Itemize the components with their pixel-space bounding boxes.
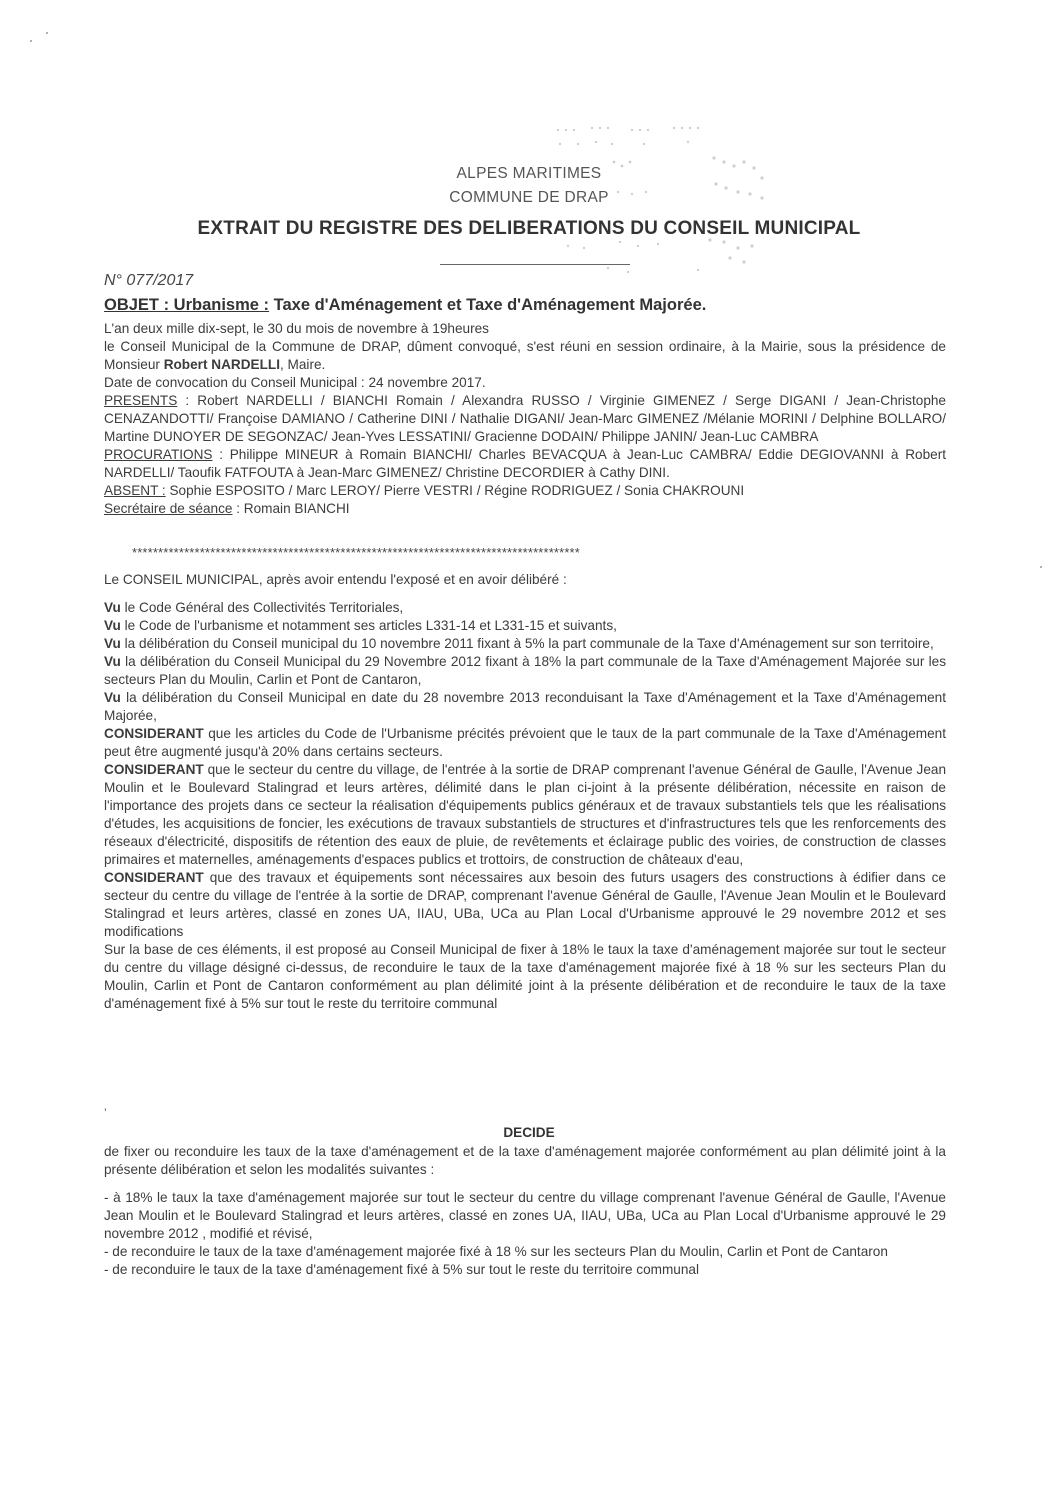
vu-lead: Vu bbox=[104, 636, 121, 651]
decision-item: - de reconduire le taux de la taxe d'aménagement majorée fixé à 18 % sur les secteurs Plan du Moulin, Carlin et Pont de Cantaron bbox=[104, 1244, 888, 1259]
session-block bbox=[104, 320, 946, 518]
considerant-text: que le secteur du centre du village, de l'entrée à la sortie de DRAP comprenant l'avenue Général de Gaulle, l'Avenue Jean Moulin et le Boulevard Stalingrad et leurs artères, délimité dans le plan ci-joint à la présente délibération, nécessite en raison de l'importance des projets dans ce secteur la réalisation d'équipements publics généraux et de travaux substantiels tels que les réalisations d'études, les acquisitions de foncier, les exécutions de travaux substantiels de structures et d'infrastructures tels que les renforcements des réseaux d'électricité, dispositifs de rétention des eaux de pluie, de revêtements et éclairage public des voiries, de construction de classes primaires et maternelles, aménagements d'espaces publics et trottoirs, de construction de châteaux d'eau, bbox=[104, 762, 946, 867]
considerant-item bbox=[104, 869, 946, 941]
secretaire-paragraph bbox=[104, 500, 946, 518]
commune-line: COMMUNE DE DRAP bbox=[449, 189, 609, 206]
presents-label: PRESENTS bbox=[104, 393, 178, 408]
decide-intro: de fixer ou reconduire les taux de la taxe d'aménagement et de la taxe d'aménagement majorée conformément au plan délimité joint à la présente délibération et selon les modalités suivantes : bbox=[104, 1144, 946, 1177]
vu-text: la délibération du Conseil Municipal du 29 Novembre 2012 fixant à 18% la part communale de la Taxe d'Aménagement Majorée sur les secteurs Plan du Moulin, Carlin et Pont de Cantaron, bbox=[104, 654, 946, 687]
objet-line bbox=[104, 296, 706, 315]
scan-speck bbox=[46, 32, 48, 34]
considerant-lead: CONSIDERANT bbox=[104, 726, 204, 741]
secretaire-label: Secrétaire de séance bbox=[104, 501, 233, 516]
considerant-item bbox=[104, 761, 946, 869]
procurations-paragraph bbox=[104, 446, 946, 482]
objet-text: Taxe d'Aménagement et Taxe d'Aménagement Majorée. bbox=[269, 296, 707, 314]
session-text-end: , Maire. bbox=[280, 357, 326, 372]
presents-paragraph bbox=[104, 392, 946, 446]
stray-mark: ’ bbox=[104, 1106, 107, 1120]
procurations-label: PROCURATIONS bbox=[104, 447, 213, 462]
title-rule bbox=[440, 264, 630, 265]
department-line: ALPES MARITIMES bbox=[456, 165, 602, 182]
decision-item: - à 18% le taux la taxe d'aménagement majorée sur tout le secteur du centre du village comprenant l'avenue Général de Gaulle, l'Avenue Jean Moulin et le Boulevard Stalingrad et leurs artères, classé en zones UA, IIAU, UBa, UCa au Plan Local d'Urbanisme approuvé le 29 novembre 2012 , modifié et révisé, bbox=[104, 1190, 946, 1241]
scan-speck bbox=[30, 40, 32, 42]
vu-item bbox=[104, 599, 946, 617]
vu-item bbox=[104, 689, 946, 725]
vu-lead: Vu bbox=[104, 600, 121, 615]
decide-heading: DECIDE bbox=[503, 1125, 555, 1140]
decision-item: - de reconduire le taux de la taxe d'aménagement fixé à 5% sur tout le reste du territoire communal bbox=[104, 1262, 699, 1277]
mayor-name: Robert NARDELLI bbox=[163, 357, 280, 372]
vu-text: la délibération du Conseil Municipal en date du 28 novembre 2013 reconduisant la Taxe d'Aménagement et la Taxe d'Aménagement Majorée, bbox=[104, 690, 946, 723]
absent-list: Sophie ESPOSITO / Marc LEROY/ Pierre VESTRI / Régine RODRIGUEZ / Sonia CHAKROUNI bbox=[165, 483, 745, 498]
decisions-list bbox=[104, 1189, 946, 1279]
vu-item bbox=[104, 635, 946, 653]
session-date-line: L'an deux mille dix-sept, le 30 du mois de novembre à 19heures bbox=[104, 321, 489, 336]
considerant-lead: CONSIDERANT bbox=[104, 870, 204, 885]
session-convocation-line bbox=[104, 338, 946, 374]
secretaire-name: : Romain BIANCHI bbox=[232, 501, 350, 516]
vu-text: le Code de l'urbanisme et notamment ses articles L331-14 et L331-15 et suivants, bbox=[120, 618, 617, 633]
deliberation-body bbox=[104, 599, 946, 1013]
absent-paragraph bbox=[104, 482, 946, 500]
presents-list: : Robert NARDELLI / BIANCHI Romain / Alexandra RUSSO / Virginie GIMENEZ / Serge DIGANI / Jean-Christophe CENAZANDOTTI/ Françoise DAMIANO / Catherine DINI / Nathalie DIGANI/ Jean-Marc GIMENEZ /Mélanie MORINI / Delphine BOLLARO/ Martine DUNOYER DE SEGONZAC/ Jean-Yves LESSATINI/ Gracienne DODAIN/ Philippe JANIN/ Jean-Luc CAMBRA bbox=[104, 393, 946, 444]
vu-item bbox=[104, 653, 946, 689]
vu-lead: Vu bbox=[104, 690, 121, 705]
considerant-item bbox=[104, 725, 946, 761]
session-text: le Conseil Municipal de la Commune de DRAP, dûment convoqué, s'est réuni en session ordinaire, à la Mairie, sous la présidence de Monsieur bbox=[104, 339, 946, 372]
procurations-list: : Philippe MINEUR à Romain BIANCHI/ Charles BEVACQUA à Jean-Luc CAMBRA/ Eddie DEGIOVANNI à Robert NARDELLI/ Taoufik FATFOUTA à Jean-Marc GIMENEZ/ Christine DECORDIER à Cathy DINI. bbox=[104, 447, 946, 480]
convocation-date-line: Date de convocation du Conseil Municipal : 24 novembre 2017. bbox=[104, 375, 486, 390]
vu-lead: Vu bbox=[104, 618, 121, 633]
considerant-lead: CONSIDERANT bbox=[104, 762, 204, 777]
vu-lead: Vu bbox=[104, 654, 121, 669]
deliberation-number: N° 077/2017 bbox=[104, 272, 194, 289]
scan-speck bbox=[1040, 566, 1042, 568]
separator-stars: ************************************************************************************** bbox=[132, 545, 580, 560]
considerant-text: que les articles du Code de l'Urbanisme précités prévoient que le taux de la part communale de la Taxe d'Aménagement peut être augmenté jusqu'à 20% dans certains secteurs. bbox=[104, 726, 946, 759]
vu-text: le Code Général des Collectivités Territoriales, bbox=[120, 600, 404, 615]
vu-item bbox=[104, 617, 946, 635]
preamble: Le CONSEIL MUNICIPAL, après avoir entendu l'exposé et en avoir délibéré : bbox=[104, 572, 567, 587]
considerant-text: que des travaux et équipements sont nécessaires aux besoin des futurs usagers des constructions à édifier dans ce secteur du centre du village de l'entrée à la sortie de DRAP, comprenant l'avenue Général de Gaulle, l'Avenue Jean Moulin et le Boulevard Stalingrad et leurs artères, classé en zones UA, IIAU, UBa, UCa au Plan Local d'Urbanisme approuvé le 29 novembre 2012 et ses modifications bbox=[104, 870, 946, 939]
absent-label: ABSENT : bbox=[104, 483, 166, 498]
document-title: EXTRAIT DU REGISTRE DES DELIBERATIONS DU CONSEIL MUNICIPAL bbox=[197, 218, 861, 239]
objet-label: OBJET : Urbanisme : bbox=[104, 296, 270, 314]
proposal-paragraph: Sur la base de ces éléments, il est proposé au Conseil Municipal de fixer à 18% le taux la taxe d'aménagement majorée sur tout le secteur du centre du village désigné ci-dessus, de reconduire le taux de la taxe d'aménagement majorée fixé à 18 % sur les secteurs Plan du Moulin, Carlin et Pont de Cantaron conformément au plan délimité joint à la présente délibération et de reconduire le taux de la taxe d'aménagement fixé à 5% sur tout le reste du territoire communal bbox=[104, 942, 946, 1011]
vu-text: la délibération du Conseil municipal du 10 novembre 2011 fixant à 5% la part communale de la Taxe d'Aménagement sur son territoire, bbox=[120, 636, 934, 651]
